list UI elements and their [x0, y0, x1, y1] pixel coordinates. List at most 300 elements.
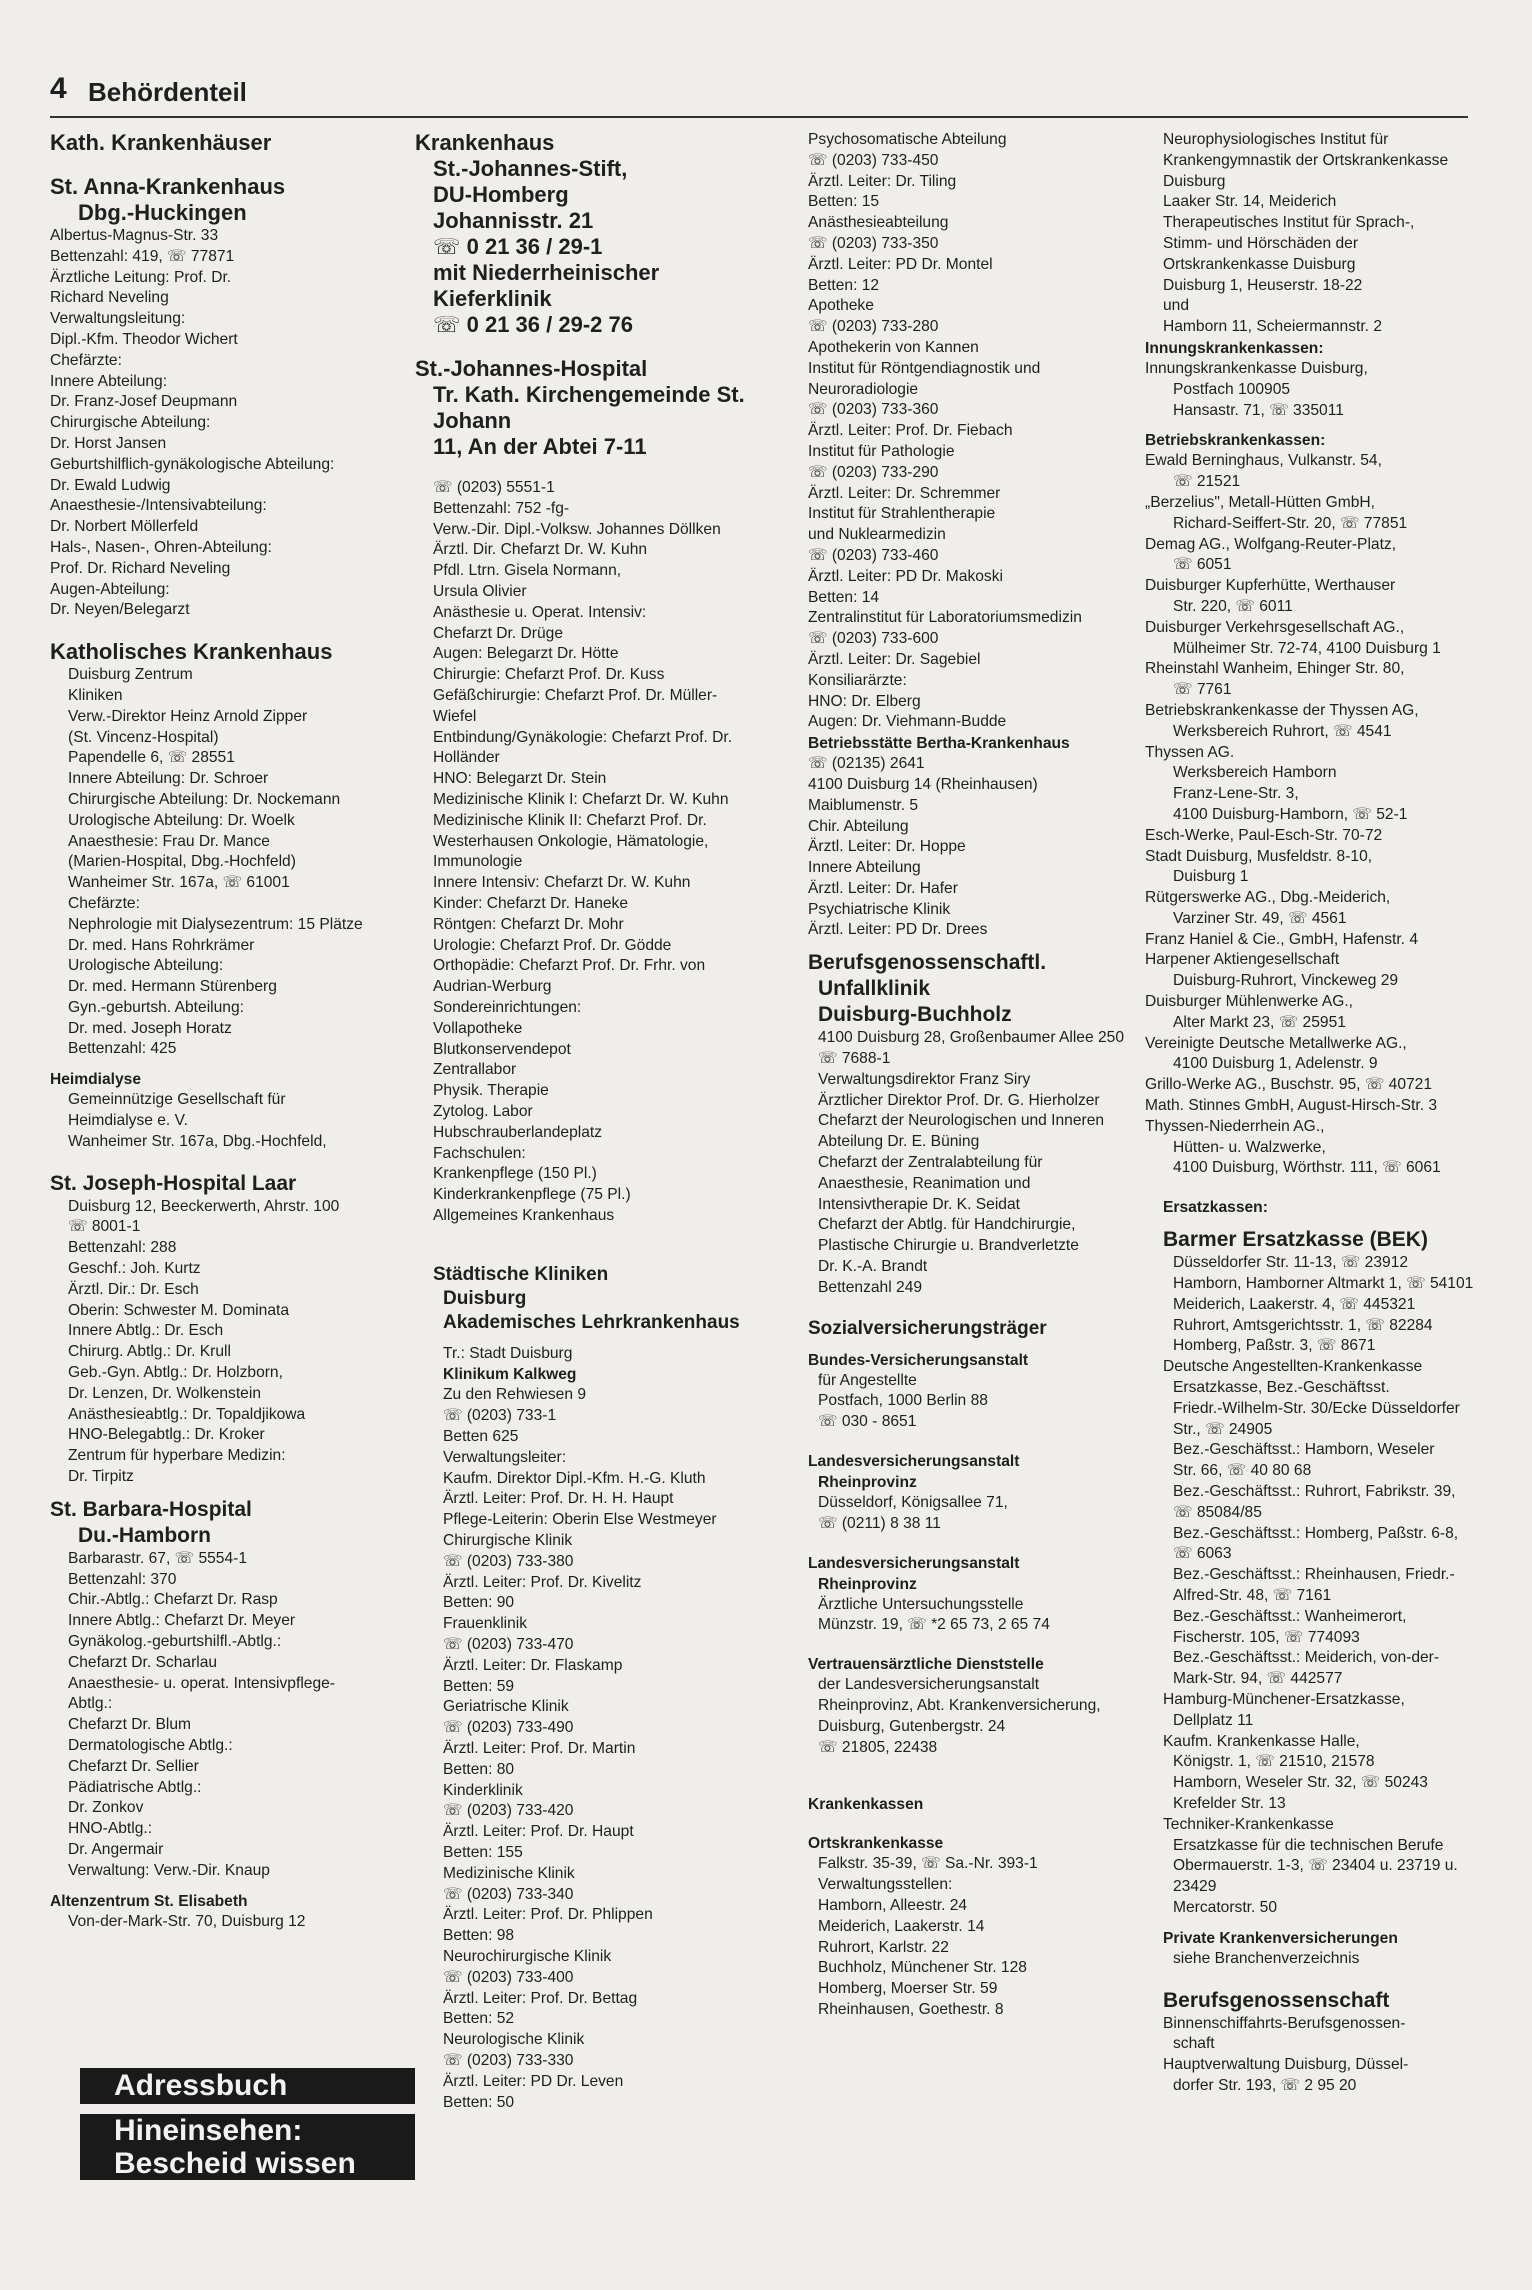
entry-line: der Landesversicherungsanstalt — [818, 1676, 1040, 1694]
entry-line: Kinderklinik — [443, 1781, 523, 1799]
entry-line: Bez.-Geschäftsst.: Meiderich, von-der- — [1173, 1649, 1440, 1667]
entry-line: Institut für Pathologie — [808, 442, 955, 460]
entry-heading: Krankenkassen — [808, 1796, 924, 1814]
spacer — [50, 156, 425, 174]
entry-line: Zentralinstitut für Laboratoriumsmedizin — [808, 609, 1082, 627]
entry-line: Intensivtherapie Dr. K. Seidat — [818, 1195, 1020, 1213]
entry-heading: Ortskrankenkasse — [808, 1835, 944, 1853]
entry-line: Verwaltungsdirektor Franz Siry — [818, 1070, 1031, 1088]
entry-heading: ☏ 0 21 36 / 29-1 — [433, 234, 603, 259]
entry-line: Ärztl. Leiter: PD Dr. Leven — [443, 2072, 624, 2090]
entry-line: Münzstr. 19, ☏ *2 65 73, 2 65 74 — [818, 1616, 1050, 1634]
column-3 — [790, 130, 1145, 2021]
entry-line: (Marien-Hospital, Dbg.-Hochfeld) — [68, 853, 296, 871]
entry-line: Verw.-Direktor Heinz Arnold Zipper — [68, 707, 308, 725]
entry-line: Obermauerstr. 1-3, ☏ 23404 u. 23719 u. — [1173, 1857, 1458, 1875]
entry-line: Bettenzahl 249 — [818, 1278, 923, 1296]
entry-line: Duisburg 12, Beeckerwerth, Ahrstr. 100 — [68, 1197, 340, 1215]
entry-line: Psychiatrische Klinik — [808, 900, 951, 918]
entry-line: Dr. Lenzen, Dr. Wolkenstein — [68, 1384, 261, 1402]
entry-line: Fischerstr. 105, ☏ 774093 — [1173, 1628, 1360, 1646]
entry-line: Westerhausen Onkologie, Hämatologie, — [433, 832, 709, 850]
entry-line: ☏ (0203) 733-600 — [808, 630, 939, 648]
entry-line: Duisburg Zentrum — [68, 666, 193, 684]
spacer — [790, 1776, 1145, 1794]
entry-line: ☏ (0203) 733-450 — [808, 151, 939, 169]
entry-line: ☏ 7761 — [1173, 681, 1232, 699]
entry-line: Frauenklinik — [443, 1615, 528, 1633]
entry-line: Pädiatrische Abtlg.: — [68, 1778, 202, 1796]
entry-line: Geburtshilflich-gynäkologische Abteilung: — [50, 455, 335, 473]
entry-line: Düsseldorfer Str. 11-13, ☏ 23912 — [1173, 1254, 1409, 1272]
entry-line: Heimdialyse e. V. — [68, 1112, 188, 1130]
entry-line: Entbindung/Gynäkologie: Chefarzt Prof. Dr. — [433, 728, 733, 746]
entry-line: Institut für Strahlentherapie — [808, 505, 996, 523]
entry-line: HNO: Belegarzt Dr. Stein — [433, 770, 607, 788]
entry-heading: Bundes-Versicherungsanstalt — [808, 1351, 1029, 1369]
entry-line: Bez.-Geschäftsst.: Hamborn, Weseler — [1173, 1441, 1435, 1459]
entry-line: ☏ (0203) 733-330 — [443, 2051, 574, 2069]
entry-line: ☏ (0203) 733-380 — [443, 1552, 574, 1570]
entry-line: Urologische Abteilung: Dr. Woelk — [68, 811, 295, 829]
entry-line: 4100 Duisburg 28, Großenbaumer Allee 250 — [818, 1029, 1125, 1047]
entry-line: Kliniken — [68, 686, 123, 704]
entry-line: 4100 Duisburg 14 (Rheinhausen) — [808, 775, 1038, 793]
entry-line: Zu den Rehwiesen 9 — [443, 1386, 587, 1404]
entry-line: Innere Abteilung: Dr. Schroer — [68, 770, 269, 788]
entry-line: Anaesthesie- u. operat. Intensivpflege- — [68, 1674, 335, 1692]
entry-line: Chefärzte: — [50, 351, 122, 369]
entry-line: Wanheimer Str. 167a, Dbg.-Hochfeld, — [68, 1132, 327, 1150]
entry-line: Anästhesieabtlg.: Dr. Topaldjikowa — [68, 1405, 306, 1423]
entry-line: Urologie: Chefarzt Prof. Dr. Gödde — [433, 936, 672, 954]
entry-line: Stimm- und Hörschäden der — [1163, 234, 1359, 252]
entry-line: Duisburg — [1163, 172, 1226, 190]
entry-line: Neurochirurgische Klinik — [443, 1948, 612, 1965]
entry-line: ☏ 85084/85 — [1173, 1503, 1262, 1521]
entry-line: Betriebskrankenkasse der Thyssen AG, — [1145, 701, 1419, 719]
spacer — [50, 1882, 425, 1891]
entry-line: Dr. Horst Jansen — [50, 434, 167, 452]
entry-line: Ursula Olivier — [433, 582, 527, 600]
entry-line: ☏ (0203) 733-290 — [808, 463, 939, 481]
entry-line: Ärztliche Leitung: Prof. Dr. — [50, 268, 232, 286]
entry-line: Urologische Abteilung: — [68, 957, 224, 975]
entry-line: 23429 — [1173, 1878, 1217, 1896]
entry-line: Wanheimer Str. 167a, ☏ 61001 — [68, 874, 290, 892]
entry-line: 4100 Duisburg 1, Adelenstr. 9 — [1173, 1055, 1378, 1073]
entry-line: Chir.-Abtlg.: Chefarzt Dr. Rasp — [68, 1591, 278, 1609]
entry-line: Chirurgische Abteilung: — [50, 414, 211, 432]
entry-line: Betten: 50 — [443, 2093, 515, 2111]
page-number: 4 — [50, 72, 67, 105]
entry-line: Hamborn 11, Scheiermannstr. 2 — [1163, 318, 1382, 336]
entry-line: Vollapotheke — [433, 1019, 523, 1037]
entry-line: und — [1163, 297, 1190, 315]
entry-line: Psychosomatische Abteilung — [808, 131, 1007, 148]
column-4 — [1145, 130, 1490, 2097]
entry-line: Geb.-Gyn. Abtlg.: Dr. Holzborn, — [68, 1364, 283, 1382]
entry-line: Fachschulen: — [433, 1144, 526, 1162]
entry-line: Dellplatz 11 — [1173, 1711, 1254, 1729]
entry-line: Pflege-Leiterin: Oberin Else Westmeyer — [443, 1511, 717, 1529]
entry-line: Duisburg-Ruhrort, Vinckeweg 29 — [1173, 972, 1399, 990]
entry-line: Dr. Tirpitz — [68, 1468, 134, 1486]
entry-line: Hals-, Nasen-, Ohren-Abteilung: — [50, 538, 272, 556]
entry-line: Werksbereich Ruhrort, ☏ 4541 — [1173, 722, 1392, 740]
entry-line: Düsseldorf, Königsallee 71, — [818, 1494, 1008, 1512]
entry-line: für Angestellte — [818, 1371, 917, 1389]
entry-line: Chefärzte: — [68, 894, 140, 912]
entry-line: Ärztl. Leiter: Dr. Schremmer — [808, 484, 1001, 502]
entry-line: Ärztl. Leiter: Dr. Hoppe — [808, 838, 966, 856]
entry-line: Str., ☏ 24905 — [1173, 1420, 1273, 1438]
entry-line: Hütten- u. Walzwerke, — [1173, 1138, 1326, 1156]
entry-heading: Landesversicherungsanstalt — [808, 1453, 1020, 1471]
entry-line: Bez.-Geschäftsst.: Wanheimerort, — [1173, 1607, 1407, 1625]
entry-line: ☏ 030 - 8651 — [818, 1413, 917, 1431]
entry-line: Chefarzt der Abtlg. für Handchirurgie, — [818, 1216, 1076, 1234]
entry-line: Chefarzt Dr. Sellier — [68, 1757, 199, 1775]
entry-line: Ewald Berninghaus, Vulkanstr. 54, — [1145, 452, 1382, 470]
entry-heading: mit Niederrheinischer — [433, 260, 660, 285]
advert-line-1: Adressbuch — [114, 2069, 288, 2102]
entry-line: Papendelle 6, ☏ 28551 — [68, 749, 235, 767]
entry-line: 4100 Duisburg, Wörthstr. 111, ☏ 6061 — [1173, 1159, 1441, 1177]
entry-line: Dr. med. Hans Rohrkrämer — [68, 936, 255, 954]
entry-heading: Duisburg-Buchholz — [818, 1003, 1012, 1027]
entry-line: Augen: Dr. Viehmann-Budde — [808, 713, 1007, 731]
entry-line: Ärztl. Dir.: Dr. Esch — [68, 1280, 199, 1298]
entry-line: Bettenzahl: 752 -fg- — [433, 499, 570, 517]
entry-line: Röntgen: Chefarzt Dr. Mohr — [433, 915, 624, 933]
entry-line: Chirurgische Klinik — [443, 1532, 573, 1550]
page-title: Behördenteil — [88, 77, 247, 107]
entry-line: Mülheimer Str. 72-74, 4100 Duisburg 1 — [1173, 639, 1441, 657]
entry-line: Ärztliche Untersuchungsstelle — [818, 1595, 1024, 1613]
entry-line: Gynäkolog.-geburtshilfl.-Abtlg.: — [68, 1633, 282, 1651]
entry-line: Betten: 14 — [808, 588, 880, 606]
entry-line: Dermatologische Abtlg.: — [68, 1737, 233, 1754]
spacer — [790, 1299, 1145, 1317]
entry-line: Demag AG., Wolfgang-Reuter-Platz, — [1145, 535, 1397, 553]
entry-line: Dr. Ewald Ludwig — [50, 476, 171, 494]
entry-line: Chefarzt der Neurologischen und Inneren — [818, 1112, 1105, 1130]
entry-line: Verwaltungsstellen: — [818, 1876, 953, 1894]
entry-heading: Johannisstr. 21 — [433, 208, 594, 233]
spacer — [415, 1245, 770, 1263]
entry-line: ☏ (0203) 733-340 — [443, 1885, 574, 1903]
entry-heading: Ersatzkassen: — [1163, 1199, 1268, 1217]
entry-heading: Private Krankenversicherungen — [1163, 1929, 1398, 1947]
entry-line: Verwaltung: Verw.-Dir. Knaup — [68, 1861, 270, 1879]
entry-line: Dr. Zonkov — [68, 1799, 144, 1817]
entry-line: Duisburger Kupferhütte, Werthauser — [1145, 577, 1396, 595]
spacer — [415, 338, 770, 356]
entry-line: Homberg, Moerser Str. 59 — [818, 1980, 998, 1998]
entry-line: Gefäßchirurgie: Chefarzt Prof. Dr. Müller- — [433, 686, 718, 704]
spacer — [50, 1153, 425, 1171]
entry-line: Hamburg-Münchener-Ersatzkasse, — [1163, 1690, 1405, 1708]
entry-line: ☏ (0203) 733-470 — [443, 1636, 574, 1654]
entry-line: Alfred-Str. 48, ☏ 7161 — [1173, 1587, 1332, 1604]
advert-line-2: Hineinsehen: — [114, 2114, 303, 2147]
entry-line: Anästhesieabteilung — [808, 214, 949, 232]
entry-line: Ärztl. Dir. Chefarzt Dr. W. Kuhn — [433, 541, 648, 559]
entry-heading: Heimdialyse — [50, 1071, 142, 1089]
entry-line: Betten: 15 — [808, 193, 880, 211]
entry-line: Meiderich, Laakerstr. 4, ☏ 445321 — [1173, 1295, 1416, 1313]
entry-line: Werksbereich Hamborn — [1173, 764, 1337, 782]
entry-line: Neurophysiologisches Institut für — [1163, 131, 1389, 148]
entry-line: Ersatzkasse, Bez.-Geschäftsst. — [1173, 1379, 1390, 1397]
entry-heading: Altenzentrum St. Elisabeth — [50, 1892, 248, 1910]
entry-line: Medizinische Klinik — [443, 1864, 575, 1882]
entry-heading: St. Anna-Krankenhaus — [50, 174, 286, 199]
entry-line: Rheinhausen, Goethestr. 8 — [818, 2000, 1004, 2018]
entry-heading: Duisburg — [443, 1287, 527, 1309]
entry-line: HNO: Dr. Elberg — [808, 692, 921, 710]
spacer — [1145, 1218, 1490, 1227]
entry-heading: Unfallklinik — [818, 977, 931, 1001]
entry-line: Bettenzahl: 419, ☏ 77871 — [50, 247, 235, 265]
entry-line: Zentrum für hyperbare Medizin: — [68, 1447, 286, 1465]
entry-line: Betten: 98 — [443, 1927, 515, 1945]
entry-line: Anaesthesie-/Intensivabteilung: — [50, 497, 267, 515]
entry-line: Ärztl. Leiter: PD Dr. Makoski — [808, 567, 1003, 585]
entry-line: Str. 66, ☏ 40 80 68 — [1173, 1462, 1312, 1480]
spacer — [790, 941, 1145, 950]
entry-line: Innere Abtlg.: Dr. Esch — [68, 1322, 224, 1340]
entry-line: Krefelder Str. 13 — [1173, 1794, 1286, 1812]
entry-heading: St. Joseph-Hospital Laar — [50, 1171, 297, 1195]
entry-heading: Vertrauensärztliche Dienststelle — [808, 1656, 1044, 1674]
entry-heading: St.-Johannes-Hospital — [415, 356, 648, 381]
entry-line: ☏ (0203) 733-460 — [808, 546, 939, 564]
spacer — [415, 460, 770, 478]
entry-line: Dr. Angermair — [68, 1840, 164, 1858]
entry-line: Hauptverwaltung Duisburg, Düssel- — [1163, 2056, 1409, 2074]
spacer — [790, 1758, 1145, 1776]
entry-line: Rheinprovinz, Abt. Krankenversicherung, — [818, 1697, 1101, 1715]
column-2 — [415, 130, 770, 2113]
entry-line: ☏ (0203) 733-350 — [808, 234, 939, 252]
entry-line: Gemeinnützige Gesellschaft für — [68, 1091, 286, 1109]
entry-line: Mark-Str. 94, ☏ 442577 — [1173, 1670, 1343, 1688]
entry-line: Therapeutisches Institut für Sprach-, — [1163, 214, 1415, 232]
entry-line: Ersatzkasse für die technischen Berufe — [1173, 1836, 1444, 1854]
entry-line: ☏ (0203) 733-280 — [808, 318, 939, 336]
entry-line: Hamborn, Alleestr. 24 — [818, 1897, 968, 1914]
entry-line: Ortskrankenkasse Duisburg — [1163, 255, 1356, 273]
entry-line: Hamborn, Weseler Str. 32, ☏ 50243 — [1173, 1774, 1428, 1792]
entry-line: Immunologie — [433, 853, 523, 871]
entry-line: Esch-Werke, Paul-Esch-Str. 70-72 — [1145, 826, 1383, 844]
entry-line: Binnenschiffahrts-Berufsgenossen- — [1163, 2014, 1406, 2032]
entry-line: Audrian-Werburg — [433, 978, 552, 996]
entry-line: Kaufm. Krankenkasse Halle, — [1163, 1732, 1360, 1750]
entry-line: Geriatrische Klinik — [443, 1698, 569, 1716]
entry-line: ☏ (0203) 733-360 — [808, 401, 939, 419]
entry-line: Vereinigte Deutsche Metallwerke AG., — [1145, 1034, 1407, 1052]
entry-line: ☏ (0203) 733-1 — [443, 1407, 557, 1425]
entry-line: Chefarzt Dr. Drüge — [433, 624, 563, 642]
entry-line: Blutkonservendepot — [433, 1040, 571, 1058]
entry-heading: Johann — [433, 408, 512, 433]
entry-line: Betten: 90 — [443, 1594, 515, 1612]
entry-line: ☏ (0203) 733-400 — [443, 1968, 574, 1986]
entry-line: Chefarzt Dr. Blum — [68, 1716, 192, 1734]
entry-line: Innere Abtlg.: Chefarzt Dr. Meyer — [68, 1612, 296, 1630]
entry-line: Anaesthesie: Frau Dr. Mance — [68, 832, 270, 850]
entry-line: Apotheke — [808, 297, 874, 315]
entry-line: Augen-Abteilung: — [50, 580, 170, 598]
spacer — [1145, 1970, 1490, 1988]
spacer — [50, 1488, 425, 1497]
entry-line: Krankenpflege (150 Pl.) — [433, 1165, 597, 1183]
entry-line: Hubschrauberlandeplatz — [433, 1123, 603, 1141]
entry-line: Oberin: Schwester M. Dominata — [68, 1301, 289, 1319]
entry-heading: DU-Homberg — [433, 182, 569, 207]
entry-line: Math. Stinnes GmbH, August-Hirsch-Str. 3 — [1145, 1097, 1438, 1115]
entry-line: Neurologische Klinik — [443, 2031, 585, 2049]
entry-heading: Kieferklinik — [433, 286, 552, 311]
entry-line: Zentrallabor — [433, 1061, 517, 1079]
entry-line: Dr. med. Joseph Horatz — [68, 1019, 232, 1037]
entry-line: Betten: 52 — [443, 2010, 515, 2028]
entry-line: Allgemeines Krankenhaus — [433, 1206, 615, 1224]
spacer — [790, 1636, 1145, 1654]
entry-line: Duisburg 1 — [1173, 868, 1249, 886]
entry-line: Chirurg. Abtlg.: Dr. Krull — [68, 1343, 231, 1361]
entry-line: ☏ 8001-1 — [68, 1218, 141, 1236]
entry-line: Chir. Abteilung — [808, 817, 909, 835]
entry-line: Thyssen AG. — [1145, 743, 1235, 761]
entry-line: Hamborn, Hamborner Altmarkt 1, ☏ 54101 — [1173, 1275, 1474, 1293]
entry-line: Bettenzahl: 370 — [68, 1570, 177, 1588]
entry-line: Richard-Seiffert-Str. 20, ☏ 77851 — [1173, 514, 1408, 532]
entry-line: Tr.: Stadt Duisburg — [443, 1344, 573, 1362]
spacer — [415, 1227, 770, 1245]
entry-line: Kinder: Chefarzt Dr. Haneke — [433, 894, 629, 912]
entry-line: Postfach, 1000 Berlin 88 — [818, 1392, 988, 1410]
entry-line: Dr. K.-A. Brandt — [818, 1258, 928, 1276]
entry-heading: Akademisches Lehrkrankenhaus — [443, 1311, 740, 1333]
entry-line: Ärztl. Leiter: Prof. Dr. H. H. Haupt — [443, 1490, 674, 1508]
entry-line: Bettenzahl: 288 — [68, 1239, 177, 1257]
entry-line: Konsiliarärzte: — [808, 671, 907, 689]
entry-line: Prof. Dr. Richard Neveling — [50, 559, 231, 577]
entry-line: ☏ (02135) 2641 — [808, 755, 925, 773]
entry-line: Ruhrort, Amtsgerichtsstr. 1, ☏ 82284 — [1173, 1316, 1433, 1334]
entry-line: Ruhrort, Karlstr. 22 — [818, 1938, 949, 1956]
entry-line: HNO-Abtlg.: — [68, 1820, 153, 1838]
entry-line: Innere Abteilung: — [50, 372, 168, 390]
entry-line: Alter Markt 23, ☏ 25951 — [1173, 1013, 1346, 1031]
entry-line: Ärztl. Leiter: Prof. Dr. Martin — [443, 1740, 636, 1758]
entry-heading: Rheinprovinz — [818, 1474, 917, 1492]
spacer — [50, 1060, 425, 1069]
entry-line: Grillo-Werke AG., Buschstr. 95, ☏ 40721 — [1145, 1076, 1433, 1094]
entry-heading: Städtische Kliniken — [433, 1263, 609, 1285]
entry-line: ☏ 21805, 22438 — [818, 1738, 938, 1756]
spacer — [790, 1433, 1145, 1451]
entry-line: Ärztl. Leiter: PD Dr. Drees — [808, 921, 988, 939]
spacer — [790, 1341, 1145, 1350]
entry-line: Königstr. 1, ☏ 21510, 21578 — [1173, 1753, 1375, 1771]
spacer — [1145, 1179, 1490, 1197]
entry-line: Sondereinrichtungen: — [433, 998, 582, 1016]
entry-line: Chirurgie: Chefarzt Prof. Dr. Kuss — [433, 666, 665, 684]
spacer — [50, 621, 425, 639]
entry-line: Betten: 155 — [443, 1844, 523, 1862]
entry-line: (St. Vincenz-Hospital) — [68, 728, 219, 746]
entry-heading: Du.-Hamborn — [78, 1523, 211, 1547]
entry-heading: Sozialversicherungsträger — [808, 1317, 1047, 1339]
entry-line: Betten: 59 — [443, 1677, 515, 1695]
entry-line: Abtlg.: — [68, 1695, 113, 1713]
entry-line: Duisburger Mühlenwerke AG., — [1145, 993, 1354, 1011]
entry-line: Thyssen-Niederrhein AG., — [1145, 1117, 1325, 1135]
entry-heading: Betriebsstätte Bertha-Krankenhaus — [808, 735, 1070, 753]
entry-line: Ärztl. Leiter: PD Dr. Montel — [808, 255, 993, 273]
entry-line: Homberg, Paßstr. 3, ☏ 8671 — [1173, 1337, 1376, 1355]
entry-line: Dipl.-Kfm. Theodor Wichert — [50, 330, 238, 348]
entry-line: Buchholz, Münchener Str. 128 — [818, 1959, 1027, 1977]
entry-heading: Berufsgenossenschaftl. — [808, 951, 1047, 975]
entry-line: Anaesthesie, Reanimation und — [818, 1174, 1031, 1192]
entry-line: Bez.-Geschäftsst.: Rheinhausen, Friedr.- — [1173, 1566, 1455, 1584]
entry-line: Laaker Str. 14, Meiderich — [1163, 193, 1337, 211]
entry-line: Orthopädie: Chefarzt Prof. Dr. Frhr. von — [433, 957, 706, 975]
entry-line: Bez.-Geschäftsst.: Homberg, Paßstr. 6-8, — [1173, 1524, 1459, 1542]
entry-heading: St.-Johannes-Stift, — [433, 156, 628, 181]
entry-heading: St. Barbara-Hospital — [50, 1497, 252, 1521]
spacer — [790, 1535, 1145, 1553]
entry-line: Holländer — [433, 749, 500, 767]
entry-line: Medizinische Klinik II: Chefarzt Prof. Dr. — [433, 811, 707, 829]
entry-line: Barbarastr. 67, ☏ 5554-1 — [68, 1549, 248, 1567]
entry-line: Ärztl. Leiter: Dr. Sagebiel — [808, 650, 981, 668]
spacer — [1145, 421, 1490, 430]
entry-line: ☏ 21521 — [1173, 473, 1241, 491]
entry-line: Maiblumenstr. 5 — [808, 796, 919, 814]
spacer — [415, 1335, 770, 1344]
entry-line: ☏ (0203) 733-490 — [443, 1719, 574, 1737]
entry-line: Richard Neveling — [50, 289, 169, 307]
entry-line: Kaufm. Direktor Dipl.-Kfm. H.-G. Kluth — [443, 1469, 706, 1487]
entry-line: Ärztl. Leiter: Prof. Dr. Fiebach — [808, 422, 1013, 440]
entry-line: Rütgerswerke AG., Dbg.-Meiderich, — [1145, 889, 1391, 907]
entry-line: Duisburg, Gutenbergstr. 24 — [818, 1717, 1006, 1735]
entry-line: Falkstr. 35-39, ☏ Sa.-Nr. 393-1 — [818, 1855, 1038, 1873]
entry-line: Verwaltungsleiter: — [443, 1448, 567, 1466]
entry-heading: ☏ 0 21 36 / 29-2 76 — [433, 312, 633, 337]
entry-line: und Nuklearmedizin — [808, 526, 946, 544]
entry-line: Duisburg 1, Heuserstr. 18-22 — [1163, 276, 1363, 294]
entry-line: Innere Abteilung — [808, 859, 921, 877]
entry-line: HNO-Belegabtlg.: Dr. Kroker — [68, 1426, 265, 1444]
entry-heading: Rheinprovinz — [818, 1575, 917, 1593]
entry-line: Bettenzahl: 425 — [68, 1040, 177, 1058]
entry-line: Duisburger Verkehrsgesellschaft AG., — [1145, 618, 1405, 636]
entry-line: Nephrologie mit Dialysezentrum: 15 Plätze — [68, 915, 363, 933]
entry-line: Bez.-Geschäftsst.: Ruhrort, Fabrikstr. 39, — [1173, 1483, 1456, 1501]
entry-line: Wiefel — [433, 707, 477, 725]
entry-line: Geschf.: Joh. Kurtz — [68, 1260, 201, 1278]
entry-heading: Berufsgenossenschaft — [1163, 1988, 1390, 2012]
advert-adressbuch — [80, 2068, 415, 2104]
